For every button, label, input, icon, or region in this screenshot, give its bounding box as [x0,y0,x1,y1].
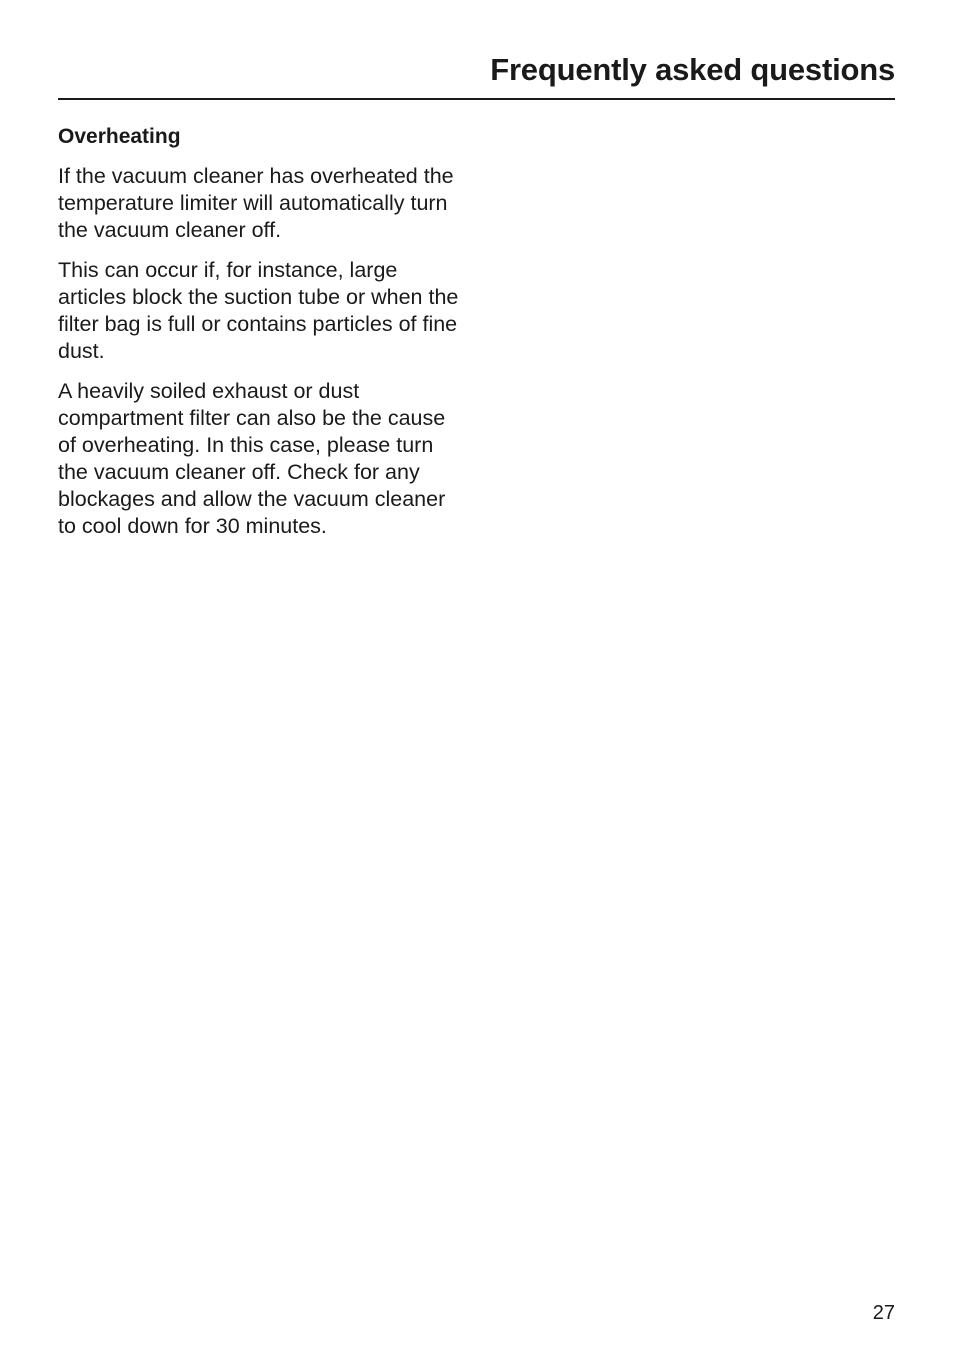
paragraph-1: If the vacuum cleaner has overheated the temperature limiter will automatically turn the vacuum cleaner off. [58,164,454,242]
paragraph-3: A heavily soiled exhaust or dust compartment filter can also be the cause of overheating. In this case, please turn the vacuum cleaner off. Check for any blockages and allow the vacuum cleaner to cool down for 30 minutes. [58,379,446,538]
page-title: Frequently asked questions [490,52,895,87]
paragraph-2: This can occur if, for instance, large articles block the suction tube or when the filter bag is full or contains particles of fine dust. [58,258,459,363]
page-number: 27 [872,1302,895,1324]
header-divider [58,98,895,100]
section-heading: Overheating [58,125,181,148]
main-content [58,123,463,553]
